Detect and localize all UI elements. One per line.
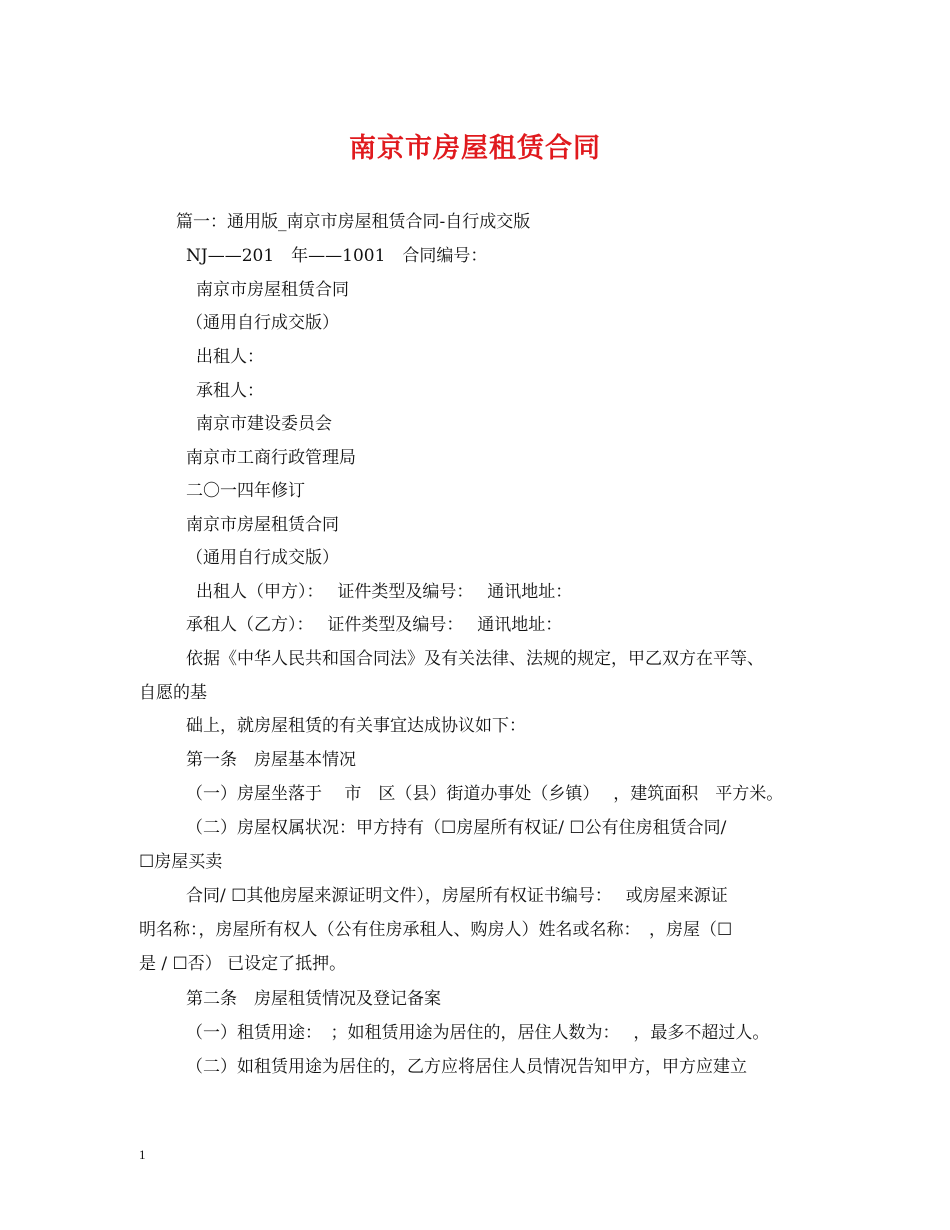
text-line: 第二条 房屋租赁情况及登记备案: [186, 989, 441, 1009]
text-line: 南京市房屋租赁合同: [186, 515, 339, 535]
page-number: 1: [139, 1147, 146, 1162]
text-line: 承租人：: [196, 381, 264, 401]
text-line: （一）房屋坐落于 市 区（县）街道办事处（乡镇） ，建筑面积 平方米。: [186, 784, 784, 804]
text-line: 南京市建设委员会: [196, 414, 332, 434]
text-line: 合同/ ☐其他房屋来源证明文件），房屋所有权证书编号： 或房屋来源证: [186, 886, 728, 906]
text-line: （通用自行成交版）: [186, 313, 339, 333]
text-line: 自愿的基: [139, 683, 207, 703]
document-title: 南京市房屋租赁合同: [349, 133, 601, 164]
text-line: 明名称：，房屋所有权人（公有住房承租人、购房人）姓名或名称： ，房屋（☐: [139, 920, 733, 940]
text-line: （二）房屋权属状况：甲方持有（☐房屋所有权证/ ☐公有住房租赁合同/: [186, 818, 727, 838]
text-line: 依据《中华人民共和国合同法》及有关法律、法规的规定，甲乙双方在平等、: [186, 649, 764, 669]
text-line: （一）租赁用途： ；如租赁用途为居住的，居住人数为： ，最多不超过人。: [186, 1023, 770, 1043]
text-line: 第一条 房屋基本情况: [186, 750, 356, 770]
text-line: ☐房屋买卖: [139, 852, 223, 872]
text-line: 出租人（甲方）： 证件类型及编号： 通讯地址：: [196, 582, 573, 602]
text-line: NJ——201 年——1001 合同编号：: [186, 246, 488, 266]
text-line: 篇一：通用版_南京市房屋租赁合同-自行成交版: [176, 212, 531, 232]
text-line: （二）如租赁用途为居住的，乙方应将居住人员情况告知甲方，甲方应建立: [186, 1057, 747, 1077]
text-line: 南京市房屋租赁合同: [196, 280, 349, 300]
text-line: 承租人（乙方）： 证件类型及编号： 通讯地址：: [186, 615, 563, 635]
text-line: （通用自行成交版）: [186, 548, 339, 568]
text-line: 二〇一四年修订: [186, 481, 305, 501]
text-line: 是 / ☐否） 已设定了抵押。: [139, 954, 347, 974]
text-line: 南京市工商行政管理局: [186, 448, 356, 468]
text-line: 出租人：: [196, 347, 264, 367]
text-line: 础上，就房屋租赁的有关事宜达成协议如下：: [186, 716, 526, 736]
